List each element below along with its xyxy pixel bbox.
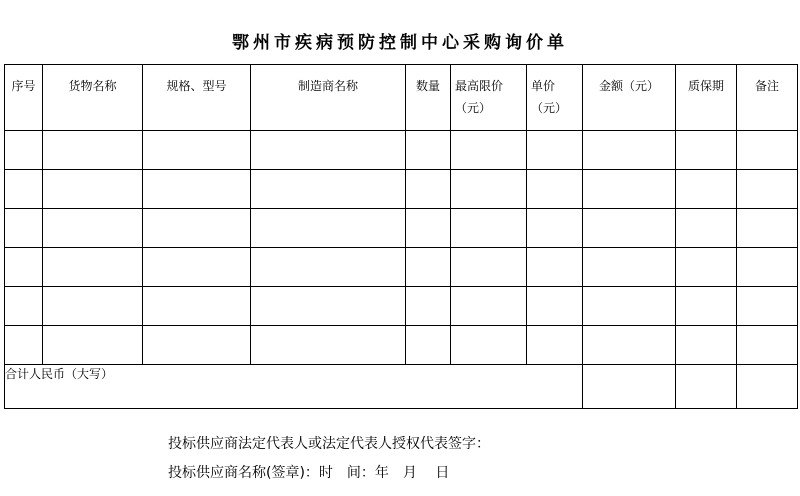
header-unit-price <box>527 65 583 131</box>
cell-max-price[interactable] <box>451 287 527 326</box>
cell-quantity[interactable] <box>406 170 451 209</box>
total-amount[interactable] <box>583 365 676 409</box>
cell-quantity[interactable] <box>406 326 451 365</box>
header-manufacturer-text: 制造商名称 <box>297 79 358 93</box>
table-row <box>5 248 798 287</box>
header-unit-price-text: （元） <box>531 101 568 115</box>
cell-warranty[interactable] <box>676 287 737 326</box>
cell-goods-name[interactable] <box>43 170 143 209</box>
cell-warranty[interactable] <box>676 248 737 287</box>
total-remarks[interactable] <box>737 365 798 409</box>
cell-amount[interactable] <box>583 287 676 326</box>
signature-line-representative: 投标供应商法定代表人或法定代表人授权代表签字： <box>168 436 490 452</box>
cell-goods-name[interactable] <box>43 326 143 365</box>
cell-seq[interactable] <box>5 131 43 170</box>
cell-max-price[interactable] <box>451 170 527 209</box>
header-amount <box>583 65 676 131</box>
cell-spec-model[interactable] <box>143 131 251 170</box>
cell-spec-model[interactable] <box>143 209 251 248</box>
header-manufacturer <box>251 65 406 131</box>
cell-goods-name[interactable] <box>43 248 143 287</box>
form-title: 鄂州市疾病预防控制中心采购询价单 <box>232 33 568 53</box>
cell-unit-price[interactable] <box>527 248 583 287</box>
cell-remarks[interactable] <box>737 326 798 365</box>
header-spec-model-text: 规格、型号 <box>166 79 227 93</box>
cell-unit-price[interactable] <box>527 326 583 365</box>
cell-max-price[interactable] <box>451 131 527 170</box>
cell-seq[interactable] <box>5 287 43 326</box>
cell-amount[interactable] <box>583 326 676 365</box>
cell-amount[interactable] <box>583 170 676 209</box>
cell-amount[interactable] <box>583 209 676 248</box>
cell-quantity[interactable] <box>406 287 451 326</box>
cell-warranty[interactable] <box>676 326 737 365</box>
table-row <box>5 209 798 248</box>
cell-spec-model[interactable] <box>143 248 251 287</box>
cell-manufacturer[interactable] <box>251 131 406 170</box>
cell-quantity[interactable] <box>406 209 451 248</box>
cell-spec-model[interactable] <box>143 326 251 365</box>
cell-seq[interactable] <box>5 248 43 287</box>
header-max-price-text: （元） <box>455 101 492 115</box>
cell-warranty[interactable] <box>676 209 737 248</box>
header-goods-name-text: 货物名称 <box>68 79 117 93</box>
cell-manufacturer[interactable] <box>251 326 406 365</box>
header-max-price <box>451 65 527 131</box>
cell-unit-price[interactable] <box>527 209 583 248</box>
cell-unit-price[interactable] <box>527 287 583 326</box>
header-max-price-text: 最高限价 <box>455 79 504 93</box>
cell-warranty[interactable] <box>676 131 737 170</box>
cell-goods-name[interactable] <box>43 131 143 170</box>
cell-manufacturer[interactable] <box>251 248 406 287</box>
header-remarks <box>737 65 798 131</box>
header-quantity-text: 数量 <box>415 79 440 93</box>
cell-amount[interactable] <box>583 131 676 170</box>
header-warranty <box>676 65 737 131</box>
header-seq-text: 序号 <box>11 79 36 93</box>
cell-manufacturer[interactable] <box>251 170 406 209</box>
cell-seq[interactable] <box>5 209 43 248</box>
cell-seq[interactable] <box>5 326 43 365</box>
total-label: 合计人民币（大写） <box>5 365 583 409</box>
header-quantity <box>406 65 451 131</box>
cell-max-price[interactable] <box>451 209 527 248</box>
cell-goods-name[interactable] <box>43 209 143 248</box>
header-remarks-text: 备注 <box>754 79 779 93</box>
cell-manufacturer[interactable] <box>251 287 406 326</box>
table-row <box>5 131 798 170</box>
cell-amount[interactable] <box>583 248 676 287</box>
cell-goods-name[interactable] <box>43 287 143 326</box>
header-goods-name <box>43 65 143 131</box>
cell-remarks[interactable] <box>737 131 798 170</box>
cell-unit-price[interactable] <box>527 170 583 209</box>
header-warranty-text: 质保期 <box>687 79 724 93</box>
cell-manufacturer[interactable] <box>251 209 406 248</box>
header-spec-model <box>143 65 251 131</box>
cell-remarks[interactable] <box>737 287 798 326</box>
table-row <box>5 287 798 326</box>
cell-spec-model[interactable] <box>143 170 251 209</box>
total-warranty[interactable] <box>676 365 737 409</box>
total-row <box>5 365 798 409</box>
cell-unit-price[interactable] <box>527 131 583 170</box>
signature-line-supplier: 投标供应商名称(签章)：时 间：年 月 日 <box>168 465 450 481</box>
cell-quantity[interactable] <box>406 248 451 287</box>
header-seq <box>5 65 43 131</box>
table-row <box>5 326 798 365</box>
header-unit-price-text: 单价 <box>531 79 556 93</box>
cell-max-price[interactable] <box>451 248 527 287</box>
cell-warranty[interactable] <box>676 170 737 209</box>
cell-quantity[interactable] <box>406 131 451 170</box>
header-row <box>5 65 798 131</box>
header-amount-text: 金额（元） <box>598 79 659 93</box>
cell-remarks[interactable] <box>737 209 798 248</box>
cell-max-price[interactable] <box>451 326 527 365</box>
cell-seq[interactable] <box>5 170 43 209</box>
cell-remarks[interactable] <box>737 170 798 209</box>
inquiry-table <box>4 64 798 409</box>
cell-spec-model[interactable] <box>143 287 251 326</box>
table-row <box>5 170 798 209</box>
cell-remarks[interactable] <box>737 248 798 287</box>
